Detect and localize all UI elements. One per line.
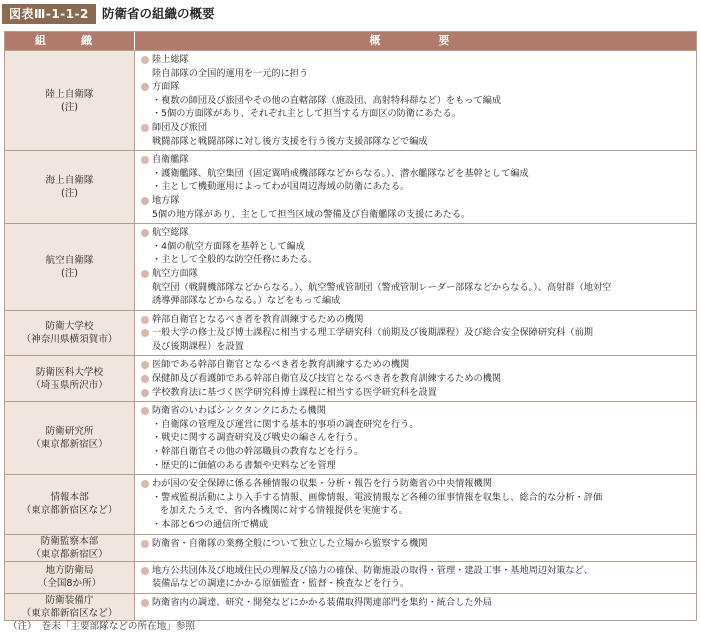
organization-location: （全国8か所） xyxy=(37,578,102,590)
sub-item: を加えたうえで、省内各機関に対する情報提供を実施する。 xyxy=(160,505,408,517)
sub-item: ・警戒監視活動により入手する情報、画像情報、電波情報など各種の軍事情報を収集し、総合的な分析・評価 xyxy=(152,491,603,503)
bullet-dot-icon xyxy=(141,229,149,237)
detail-text: 及び後期課程）を設置 xyxy=(152,340,244,352)
organization-table xyxy=(4,31,697,621)
sub-item: ・4個の航空方面隊を基幹として編成 xyxy=(152,240,305,252)
organization-name: 海上自衛隊 xyxy=(45,175,94,187)
organization-cell xyxy=(5,311,135,356)
bullet-text: 防衛省内の調達、研究・開発などにかかる装備取得関連部門を集約・統合した外局 xyxy=(152,596,492,608)
organization-location: (注) xyxy=(60,101,79,113)
summary-cell xyxy=(135,535,696,561)
summary-cell xyxy=(135,311,696,356)
sub-item: ・複数の師団及び旅団やその他の直轄部隊（施設団、高射特科群など）をもって編成 xyxy=(152,94,502,106)
bullet-item xyxy=(141,313,692,327)
organization-name: 陸上自衛隊 xyxy=(45,88,94,100)
summary-cell xyxy=(135,562,696,593)
organization-cell xyxy=(5,356,135,401)
bullet-dot-icon xyxy=(141,480,149,488)
bullet-text: 一般大学の修士及び博士課程に相当する理工学研究科（前期及び後期課程）及び総合安全保障研究科（前期 xyxy=(152,327,593,339)
bullet-text: 地方隊 xyxy=(152,194,180,206)
table-row xyxy=(5,401,696,474)
summary-cell xyxy=(135,402,696,474)
sub-item: ・本部と6つの通信所で構成 xyxy=(152,519,269,530)
bullet-item xyxy=(141,53,692,67)
table-row xyxy=(5,534,696,561)
bullet-dot-icon xyxy=(141,599,149,607)
bullet-dot-icon xyxy=(141,375,149,383)
table-row xyxy=(5,150,696,223)
table-row xyxy=(5,50,696,150)
header-summary: 概 要 xyxy=(369,34,462,47)
organization-cell xyxy=(5,594,135,620)
bullet-item xyxy=(141,372,692,386)
table-row xyxy=(5,310,696,356)
summary-cell xyxy=(135,151,696,223)
detail-text: 装備品などの調達にかかる原価監査・監督・検査などを行う。 xyxy=(152,578,410,590)
bullet-dot-icon xyxy=(141,389,149,397)
organization-cell xyxy=(5,475,135,533)
sub-item: ・主として機動運用によってわが国周辺海域の防衛にあたる。 xyxy=(152,181,410,193)
bullet-dot-icon xyxy=(141,197,149,205)
bullet-dot-icon xyxy=(141,56,149,64)
bullet-text: 幹部自衛官となるべき者を教育訓練するための機関 xyxy=(152,313,364,325)
organization-cell xyxy=(5,151,135,223)
organization-location: （東京都新宿区など） xyxy=(21,607,118,619)
summary-cell xyxy=(135,224,696,310)
sub-item: ・護衛艦隊、航空集団（固定翼哨戒機部隊などからなる。）、潜水艦隊などを基幹として編成 xyxy=(152,167,529,179)
sub-item: ・5個の方面隊があり、それぞれ主として担当する方面区の防衛にあたる。 xyxy=(152,108,462,120)
organization-name: 防衛装備庁 xyxy=(45,594,94,606)
bullet-dot-icon xyxy=(141,329,149,337)
table-row xyxy=(5,561,696,593)
bullet-dot-icon xyxy=(141,316,149,324)
bullet-item xyxy=(141,537,692,551)
organization-location: (注) xyxy=(60,267,79,279)
table-row xyxy=(5,355,696,401)
organization-name: 地方防衛局 xyxy=(45,565,94,577)
bullet-text: 陸上総隊 xyxy=(152,54,189,65)
organization-name: 防衛監察本部 xyxy=(40,535,99,547)
organization-name: 防衛医科大学校 xyxy=(35,366,104,378)
bullet-dot-icon xyxy=(141,270,149,278)
organization-cell xyxy=(5,51,135,150)
bullet-text: 防衛省・自衛隊の業務全般について独立した立場から監察する機関 xyxy=(152,537,428,549)
bullet-text: 保健師及び看護師である幹部自衛官及び技官となるべき者を教育訓練するための機関 xyxy=(152,373,502,385)
bullet-dot-icon xyxy=(141,361,149,369)
organization-location: （埼玉県所沢市） xyxy=(31,379,108,391)
sub-item: ・戦史に関する調査研究及び戦史の編さんを行う。 xyxy=(152,432,364,444)
table-row xyxy=(5,593,696,620)
bullet-text: 学校教育法に基づく医学研究科博士課程に相当する医学研究科を設置 xyxy=(152,386,437,398)
bullet-dot-icon xyxy=(141,567,149,575)
sub-item: ・自衛隊の管理及び運営に関する基本的事項の調査研究を行う。 xyxy=(152,418,419,430)
organization-name: 防衛研究所 xyxy=(45,426,94,438)
table-header-row xyxy=(5,32,696,50)
bullet-dot-icon xyxy=(141,407,149,415)
bullet-item xyxy=(141,80,692,94)
detail-text: 陸自部隊の全国的運用を一元的に担う xyxy=(152,67,309,79)
organization-cell xyxy=(5,535,135,561)
bullet-item xyxy=(141,121,692,135)
footnote: （注） 巻末「主要部隊などの所在地」参照 xyxy=(8,621,196,632)
bullet-item xyxy=(141,326,692,340)
bullet-text: 航空方面隊 xyxy=(152,267,198,279)
organization-location: （東京都新宿区） xyxy=(31,439,108,451)
organization-name: 防衛大学校 xyxy=(45,321,94,333)
detail-text: 誘導弾部隊などからなる。）などをもって編成 xyxy=(152,295,341,307)
organization-cell xyxy=(5,224,135,310)
detail-text: 5個の地方隊があり、主として担当区域の警備及び自衛艦隊の支援にあたる。 xyxy=(152,208,471,220)
figure-label: 図表Ⅲ-1-1-2 xyxy=(2,4,96,24)
detail-text: 航空団（戦闘機部隊などからなる。）、航空警戒管制団（警戒管制レーダー部隊などからなる。）、高射群（地対空 xyxy=(152,281,612,293)
summary-cell xyxy=(135,51,696,150)
bullet-text: 防衛省のいわばシンクタンクにあたる機関 xyxy=(152,405,326,417)
summary-cell xyxy=(135,594,696,620)
organization-location: （東京都新宿区） xyxy=(31,548,108,560)
organization-name: 情報本部 xyxy=(50,492,89,504)
bullet-text: 航空総隊 xyxy=(152,227,189,239)
bullet-item xyxy=(141,564,692,578)
summary-cell xyxy=(135,356,696,401)
organization-cell xyxy=(5,402,135,474)
organization-name: 航空自衛隊 xyxy=(45,254,94,266)
sub-item: ・幹部自衛官その他の幹部職員の教育などを行う。 xyxy=(152,446,364,458)
bullet-item xyxy=(141,194,692,208)
bullet-item xyxy=(141,477,692,491)
detail-text: 戦闘部隊と戦闘部隊に対し後方支援を行う後方支援部隊などで編成 xyxy=(152,135,428,147)
bullet-item xyxy=(141,404,692,418)
sub-item: ・歴史的に価値のある書類や史料などを管理 xyxy=(152,459,336,471)
organization-location: (注) xyxy=(60,188,79,200)
table-row xyxy=(5,223,696,310)
bullet-text: 自衛艦隊 xyxy=(152,154,189,166)
bullet-item xyxy=(141,226,692,240)
table-body xyxy=(5,50,696,620)
organization-location: （神奈川県横須賀市） xyxy=(21,334,118,346)
bullet-item xyxy=(141,153,692,167)
bullet-item xyxy=(141,596,692,610)
figure-title: 防衛省の組織の概要 xyxy=(102,6,215,21)
bullet-text: わが国の安全保障に係る各種情報の収集・分析・報告を行う防衛省の中央情報機関 xyxy=(152,478,492,490)
table-row xyxy=(5,474,696,533)
organization-cell xyxy=(5,562,135,593)
organization-location: （東京都新宿区など） xyxy=(21,505,118,517)
bullet-text: 方面隊 xyxy=(152,81,180,93)
bullet-item xyxy=(141,386,692,400)
bullet-text: 医師である幹部自衛官となるべき者を教育訓練するための機関 xyxy=(152,359,410,371)
bullet-item xyxy=(141,358,692,372)
sub-item: ・主として全般的な防空任務にあたる。 xyxy=(152,254,318,266)
bullet-dot-icon xyxy=(141,124,149,132)
bullet-text: 師団及び旅団 xyxy=(152,121,208,133)
bullet-item xyxy=(141,267,692,281)
summary-cell xyxy=(135,475,696,533)
bullet-dot-icon xyxy=(141,83,149,91)
header-organization: 組 織 xyxy=(5,32,135,50)
figure-header xyxy=(0,0,701,26)
bullet-text: 地方公共団体及び地域住民の理解及び協力の確保、防衛施設の取得・管理・建設工事・基地周辺対策など、 xyxy=(152,564,593,576)
bullet-dot-icon xyxy=(141,540,149,548)
bullet-dot-icon xyxy=(141,156,149,164)
